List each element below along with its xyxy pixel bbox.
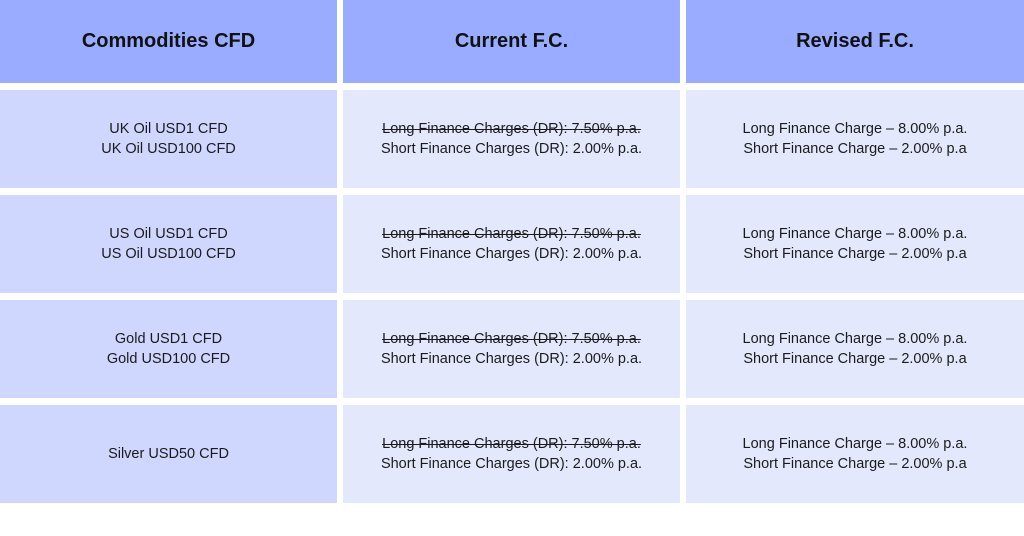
current-fc-cell bbox=[343, 195, 680, 293]
revised-fc-cell bbox=[686, 195, 1024, 293]
commodity-name: US Oil USD1 CFD bbox=[109, 225, 228, 242]
revised-short-charge: Short Finance Charge – 2.00% p.a bbox=[743, 246, 967, 262]
commodity-name: UK Oil USD100 CFD bbox=[101, 141, 236, 157]
revised-fc-cell bbox=[686, 90, 1024, 188]
revised-long-charge: Long Finance Charge – 8.00% p.a. bbox=[742, 120, 968, 137]
old-long-charge: Long Finance Charges (DR): 7.50% p.a. bbox=[382, 225, 641, 242]
header-commodities: Commodities CFD bbox=[0, 0, 337, 83]
old-long-charge: Long Finance Charges (DR): 7.50% p.a. bbox=[382, 330, 641, 347]
commodity-cell bbox=[0, 90, 337, 188]
commodity-cell bbox=[0, 195, 337, 293]
current-fc-cell bbox=[343, 90, 680, 188]
old-long-charge: Long Finance Charges (DR): 7.50% p.a. bbox=[382, 120, 641, 137]
current-short-charge: Short Finance Charges (DR): 2.00% p.a. bbox=[380, 246, 643, 262]
old-long-charge: Long Finance Charges (DR): 7.50% p.a. bbox=[382, 435, 641, 452]
commodity-name: US Oil USD100 CFD bbox=[101, 246, 236, 262]
revised-short-charge: Short Finance Charge – 2.00% p.a bbox=[743, 456, 967, 472]
revised-long-charge: Long Finance Charge – 8.00% p.a. bbox=[742, 225, 968, 242]
commodity-name: Silver USD50 CFD bbox=[108, 445, 229, 462]
commodity-name: Gold USD100 CFD bbox=[106, 351, 231, 367]
revised-fc-cell bbox=[686, 300, 1024, 398]
revised-short-charge: Short Finance Charge – 2.00% p.a bbox=[743, 351, 967, 367]
commodity-cell bbox=[0, 405, 337, 503]
commodity-cell bbox=[0, 300, 337, 398]
current-short-charge: Short Finance Charges (DR): 2.00% p.a. bbox=[380, 351, 643, 367]
header-current-fc: Current F.C. bbox=[343, 0, 680, 83]
revised-short-charge: Short Finance Charge – 2.00% p.a bbox=[743, 141, 967, 157]
current-fc-cell bbox=[343, 405, 680, 503]
current-short-charge: Short Finance Charges (DR): 2.00% p.a. bbox=[380, 456, 643, 472]
header-revised-fc: Revised F.C. bbox=[686, 0, 1024, 83]
revised-fc-cell bbox=[686, 405, 1024, 503]
current-fc-cell bbox=[343, 300, 680, 398]
revised-long-charge: Long Finance Charge – 8.00% p.a. bbox=[742, 330, 968, 347]
commodity-name: UK Oil USD1 CFD bbox=[109, 120, 228, 137]
revised-long-charge: Long Finance Charge – 8.00% p.a. bbox=[742, 435, 968, 452]
current-short-charge: Short Finance Charges (DR): 2.00% p.a. bbox=[380, 141, 643, 157]
commodity-name: Gold USD1 CFD bbox=[114, 330, 223, 347]
